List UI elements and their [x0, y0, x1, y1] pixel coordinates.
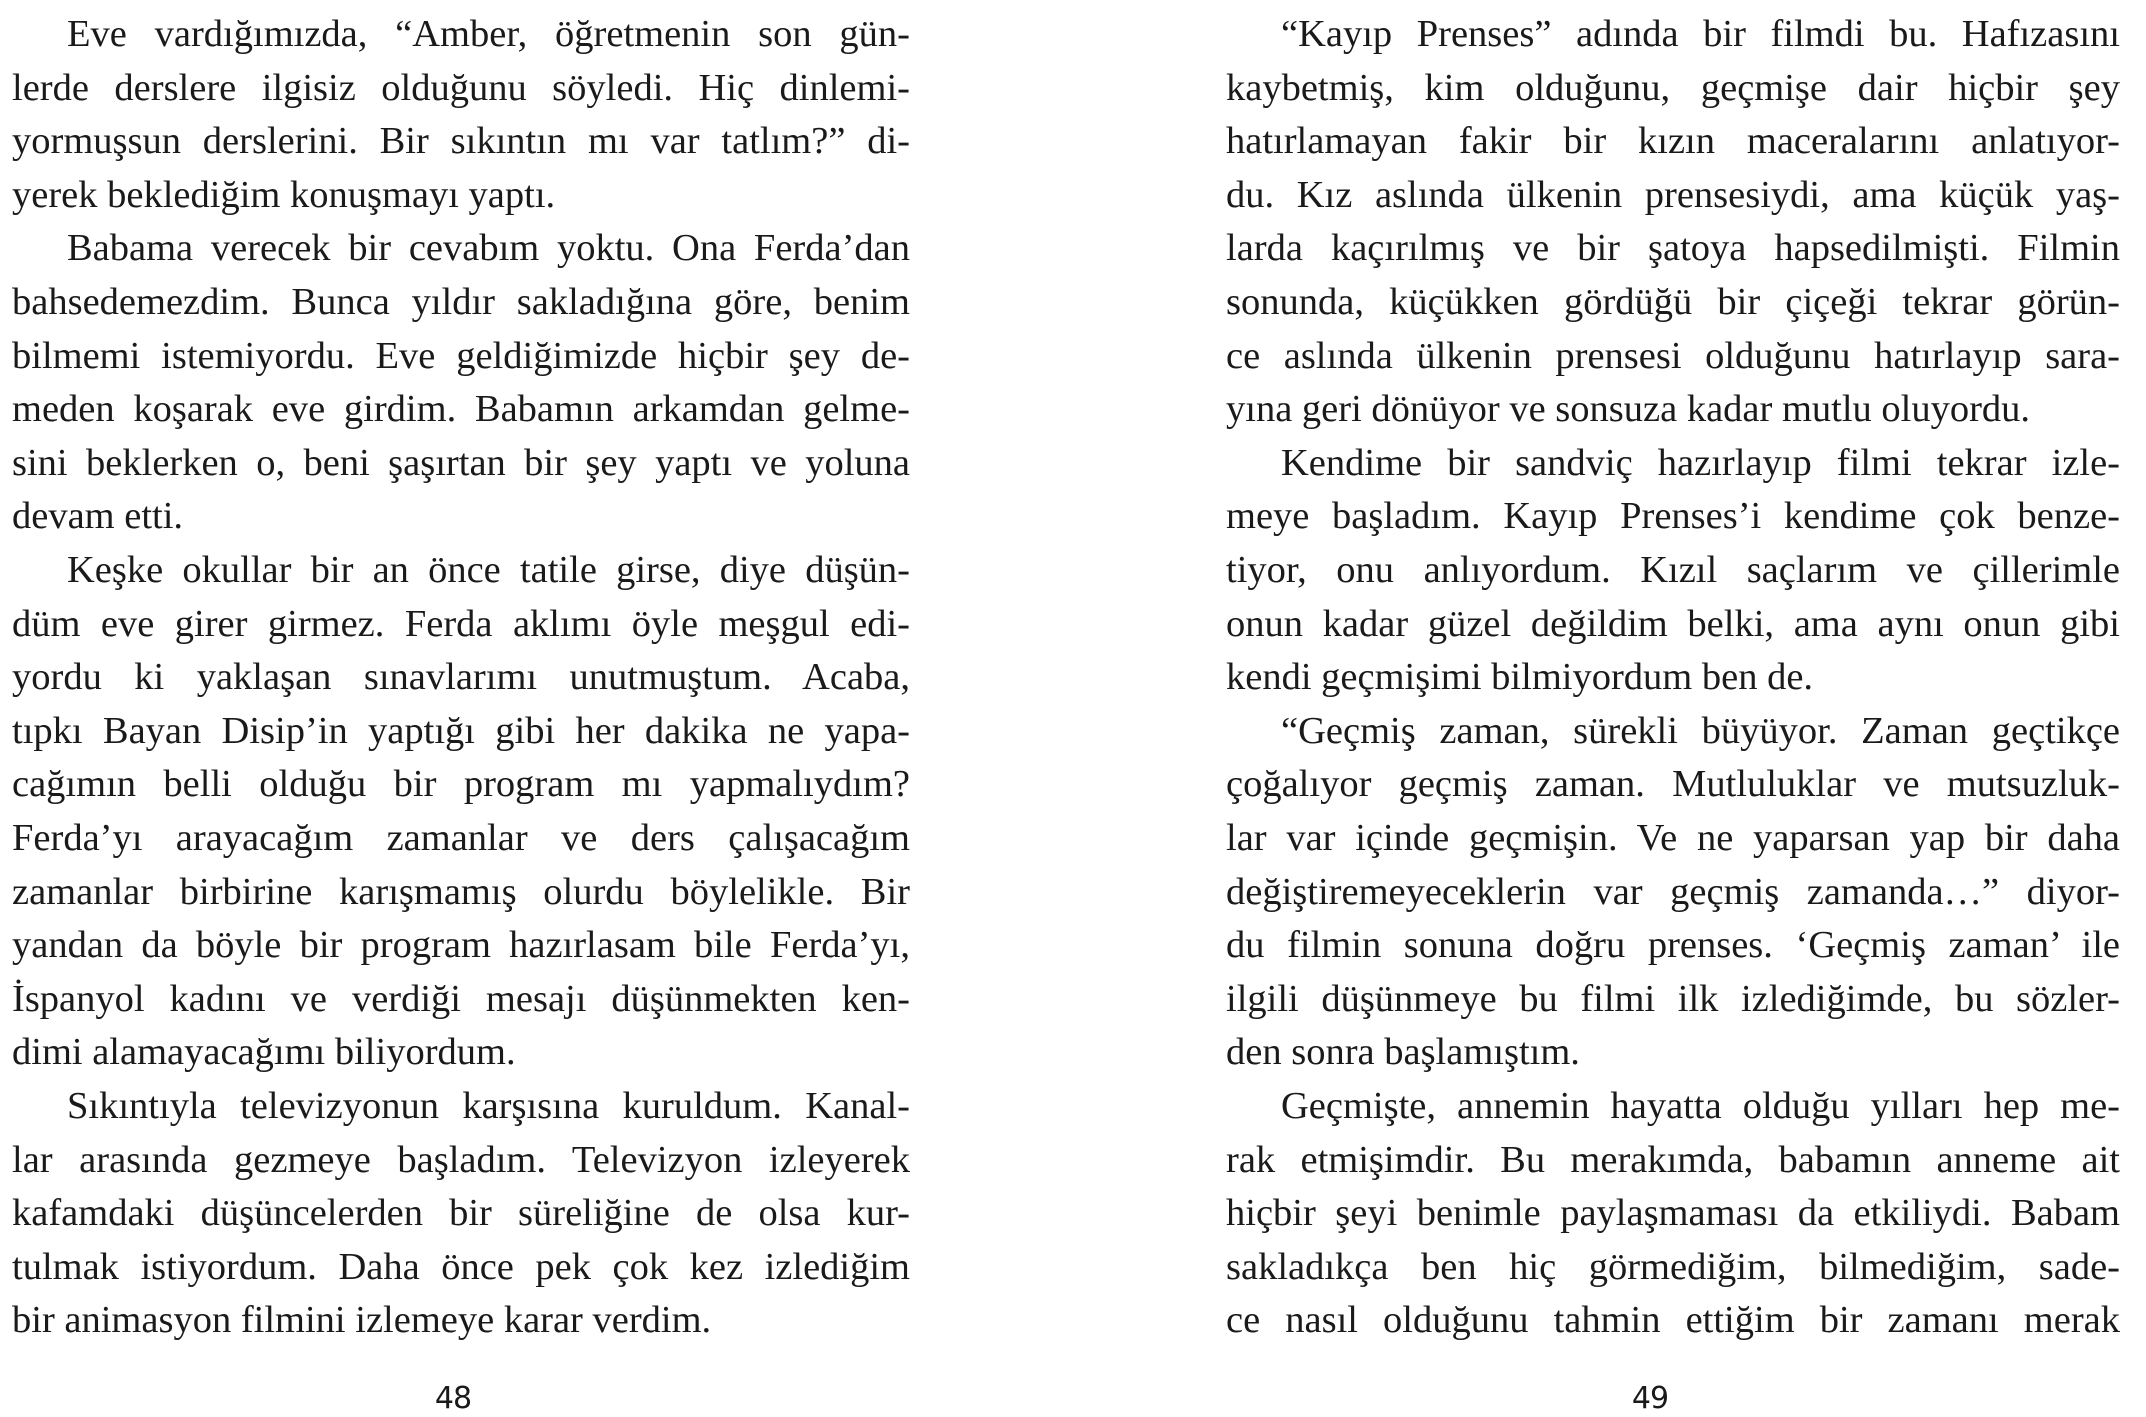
paragraph-first-line: [1226, 7, 2120, 61]
paragraph-first-line: [12, 221, 910, 275]
text-line: [12, 1186, 910, 1240]
line-text: meye başladım. Kayıp Prenses’i kendime çok benze-: [1226, 495, 2120, 538]
text-line: [1226, 811, 2120, 865]
line-text: kafamdaki düşüncelerden bir süreliğine de olsa kur-: [12, 1192, 910, 1235]
line-text: sonunda, küçükken gördüğü bir çiçeği tekrar görün-: [1226, 281, 2120, 323]
text-line: [12, 329, 910, 383]
text-line: [12, 757, 910, 811]
line-text: lar arasında gezmeye başladım. Televizyon izleyerek: [12, 1138, 910, 1181]
left-page: [12, 0, 910, 1417]
line-text: lerde derslere ilgisiz olduğunu söyledi. Hiç dinlemi-: [12, 66, 910, 109]
line-text: rak etmişimdir. Bu merakımda, babamın anneme ait: [1226, 1138, 2120, 1181]
line-text: yerek beklediğim konuşmayı yaptı.: [12, 173, 556, 216]
line-text: tıpkı Bayan Disip’in yaptığı gibi her dakika ne yapa-: [12, 709, 910, 752]
text-line: [12, 597, 910, 651]
text-line: [12, 275, 910, 329]
text-line: [12, 704, 910, 758]
text-line: [1226, 1186, 2120, 1240]
line-text: yormuşsun derslerini. Bir sıkıntın mı var tatlım?” di-: [12, 120, 910, 163]
text-line: [12, 436, 910, 490]
text-line: [1226, 1240, 2120, 1294]
line-text: onun kadar güzel değildim belki, ama aynı onun gibi: [1226, 602, 2120, 645]
line-text: hatırlamayan fakir bir kızın maceralarını anlatıyor-: [1226, 120, 2120, 163]
line-text: Ferda’yı arayacağım zamanlar ve ders çalışacağım: [12, 817, 910, 859]
line-text: zamanlar birbirine karışmamış olurdu böylelikle. Bir: [12, 870, 910, 913]
line-text: meden koşarak eve girdim. Babamın arkamdan gelme-: [12, 388, 910, 431]
text-line: [1226, 597, 2120, 651]
line-text: “Geçmiş zaman, sürekli büyüyor. Zaman geçtikçe: [1281, 709, 2120, 752]
text-line: [12, 1240, 910, 1294]
text-line: [1226, 275, 2120, 329]
line-text: lar var içinde geçmişin. Ve ne yaparsan yap bir daha: [1226, 817, 2120, 859]
text-line: [1226, 650, 2120, 704]
text-line: [1226, 1133, 2120, 1187]
line-text: yordu ki yaklaşan sınavlarımı unutmuştum. Acaba,: [12, 656, 910, 699]
right-page: [1226, 0, 2120, 1417]
line-text: devam etti.: [12, 495, 184, 538]
line-text: kendi geçmişimi bilmiyordum ben de.: [1226, 656, 1814, 699]
line-text: Eve vardığımızda, “Amber, öğretmenin son gün-: [67, 13, 910, 55]
text-line: [12, 168, 910, 222]
line-text: Geçmişte, annemin hayatta olduğu yılları hep me-: [1281, 1085, 2120, 1127]
line-text: hiçbir şeyi benimle paylaşmaması da etkiliydi. Babam: [1226, 1192, 2120, 1235]
text-line: [1226, 1293, 2120, 1347]
line-text: Keşke okullar bir an önce tatile girse, diye düşün-: [67, 549, 910, 591]
line-text: bir animasyon filmini izlemeye karar verdim.: [12, 1299, 712, 1342]
page-number-right: 49: [1631, 1381, 1669, 1416]
text-line: [12, 382, 910, 436]
line-text: yandan da böyle bir program hazırlasam bile Ferda’yı,: [12, 924, 910, 967]
line-text: Sıkıntıyla televizyonun karşısına kuruldum. Kanal-: [67, 1085, 910, 1127]
text-line: [12, 1293, 910, 1347]
line-text: sakladıkça ben hiç görmediğim, bilmediğim, sade-: [1226, 1245, 2120, 1288]
line-text: “Kayıp Prenses” adında bir filmdi bu. Hafızasını: [1281, 13, 2120, 55]
line-text: bahsedemezdim. Bunca yıldır sakladığına göre, benim: [12, 281, 910, 323]
text-line: [12, 1025, 910, 1079]
text-line: [1226, 972, 2120, 1026]
paragraph-first-line: [12, 7, 910, 61]
line-text: çoğalıyor geçmiş zaman. Mutluluklar ve mutsuzluk-: [1226, 763, 2120, 806]
line-text: tulmak istiyordum. Daha önce pek çok kez izlediğim: [12, 1245, 910, 1288]
text-line: [1226, 168, 2120, 222]
text-line: [1226, 918, 2120, 972]
line-text: düm eve girer girmez. Ferda aklımı öyle meşgul edi-: [12, 602, 910, 645]
text-line: [1226, 329, 2120, 383]
paragraph-first-line: [1226, 704, 2120, 758]
line-text: cağımın belli olduğu bir program mı yapmalıydım?: [12, 763, 910, 806]
text-line: [12, 972, 910, 1026]
text-line: [1226, 382, 2120, 436]
line-text: bilmemi istemiyordu. Eve geldiğimizde hiçbir şey de-: [12, 334, 910, 377]
text-line: [1226, 114, 2120, 168]
paragraph-first-line: [1226, 436, 2120, 490]
text-line: [1226, 757, 2120, 811]
text-line: [1226, 1025, 2120, 1079]
text-line: [12, 650, 910, 704]
page-number-left: 48: [434, 1381, 472, 1416]
line-text: Babama verecek bir cevabım yoktu. Ona Ferda’dan: [67, 227, 910, 270]
line-text: ilgili düşünmeye bu filmi ilk izlediğimde, bu sözler-: [1226, 977, 2120, 1020]
paragraph-first-line: [12, 543, 910, 597]
text-line: [12, 1133, 910, 1187]
line-text: sini beklerken o, beni şaşırtan bir şey yaptı ve yoluna: [12, 441, 910, 484]
text-line: [12, 489, 910, 543]
text-line: [1226, 489, 2120, 543]
text-line: [12, 865, 910, 919]
line-text: değiştiremeyeceklerin var geçmiş zamanda…” diyor-: [1226, 870, 2120, 913]
line-text: İspanyol kadını ve verdiği mesajı düşünmekten ken-: [12, 977, 910, 1020]
line-text: yına geri dönüyor ve sonsuza kadar mutlu oluyordu.: [1226, 388, 2031, 431]
line-text: ce aslında ülkenin prensesi olduğunu hatırlayıp sara-: [1226, 334, 2120, 377]
paragraph-first-line: [12, 1079, 910, 1133]
line-text: dimi alamayacağımı biliyordum.: [12, 1031, 516, 1074]
line-text: tiyor, onu anlıyordum. Kızıl saçlarım ve çillerimle: [1226, 549, 2120, 591]
line-text: den sonra başlamıştım.: [1226, 1031, 1580, 1074]
text-line: [12, 114, 910, 168]
line-text: ce nasıl olduğunu tahmin ettiğim bir zamanı merak: [1226, 1299, 2120, 1342]
text-line: [12, 918, 910, 972]
line-text: du filmin sonuna doğru prenses. ‘Geçmiş zaman’ ile: [1226, 924, 2120, 967]
line-text: du. Kız aslında ülkenin prensesiydi, ama küçük yaş-: [1226, 173, 2120, 216]
line-text: larda kaçırılmış ve bir şatoya hapsedilmişti. Filmin: [1226, 227, 2120, 270]
line-text: kaybetmiş, kim olduğunu, geçmişe dair hiçbir şey: [1226, 66, 2120, 109]
text-line: [1226, 543, 2120, 597]
text-line: [1226, 221, 2120, 275]
paragraph-first-line: [1226, 1079, 2120, 1133]
text-line: [1226, 61, 2120, 115]
text-line: [1226, 865, 2120, 919]
text-line: [12, 811, 910, 865]
line-text: Kendime bir sandviç hazırlayıp filmi tekrar izle-: [1281, 441, 2120, 484]
text-line: [12, 61, 910, 115]
